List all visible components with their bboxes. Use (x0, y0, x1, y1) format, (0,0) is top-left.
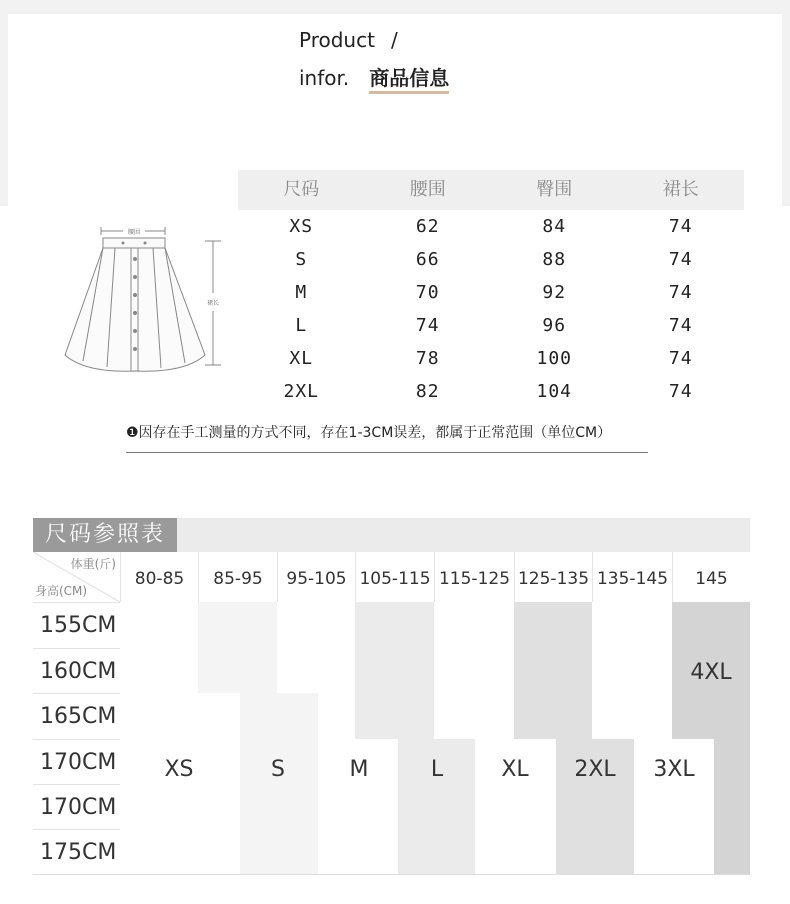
cell: 74 (668, 216, 693, 237)
size-reference-grid (33, 552, 750, 875)
cell: L (295, 315, 308, 336)
cell: M (295, 282, 308, 303)
waist-label: 腰围 (127, 229, 141, 236)
height-axis-label: 身高(CM) (35, 584, 88, 598)
table-row (238, 309, 744, 342)
heading-product: Product (299, 28, 375, 52)
table-row (238, 243, 744, 276)
col-hip: 臀围 (536, 179, 573, 200)
cell: 92 (542, 282, 567, 303)
region-s-lower (240, 693, 318, 874)
heading-zh: 商品信息 (369, 66, 450, 90)
weight-col: 95-105 (277, 552, 355, 602)
weight-col: 125-135 (514, 552, 592, 602)
weight-col: 135-145 (592, 552, 672, 602)
cell: 74 (668, 381, 693, 402)
divider (126, 452, 648, 453)
height-row: 175CM (33, 829, 120, 874)
measurement-header (238, 170, 744, 210)
heading-slash: / (390, 28, 398, 52)
weight-col: 85-95 (198, 552, 277, 602)
height-row: 170CM (33, 739, 120, 784)
reference-title: 尺码参照表 (33, 518, 177, 552)
cell: 88 (542, 249, 567, 270)
cell: 70 (415, 282, 440, 303)
weight-col: 80-85 (120, 552, 198, 602)
cell: 96 (542, 315, 567, 336)
weight-col: 115-125 (434, 552, 514, 602)
cell: 104 (536, 381, 572, 402)
size-xl: XL (501, 757, 529, 782)
height-row: 170CM (33, 784, 120, 829)
region-l-upper (355, 602, 434, 739)
table-row (238, 375, 744, 408)
height-row: 155CM (33, 602, 120, 647)
cell: 74 (668, 348, 693, 369)
table-row (238, 210, 744, 243)
table-row (238, 276, 744, 309)
height-row: 165CM (33, 693, 120, 738)
weight-col: 105-115 (355, 552, 434, 602)
length-label: 裙长 (206, 300, 220, 307)
region-4xl-lower (714, 739, 750, 874)
cell: 84 (542, 216, 567, 237)
cell: 66 (415, 249, 440, 270)
weight-axis-label: 体重(斤) (70, 557, 116, 571)
size-2xl: 2XL (574, 757, 616, 782)
cell: XS (289, 216, 314, 237)
cell: 100 (536, 348, 572, 369)
cell: 74 (668, 315, 693, 336)
height-row: 160CM (33, 648, 120, 693)
cell: S (295, 249, 308, 270)
cell: 62 (415, 216, 440, 237)
col-length: 裙长 (662, 179, 699, 200)
size-xs: XS (164, 757, 194, 782)
cell: 74 (668, 282, 693, 303)
heading-line-2 (299, 68, 449, 88)
measurement-note: ❶因存在手工测量的方式不同，存在1-3CM误差，都属于正常范围（单位CM） (126, 425, 612, 441)
measurement-table (238, 170, 744, 408)
size-3xl: 3XL (653, 757, 695, 782)
grid-corner (33, 552, 120, 602)
col-waist: 腰围 (409, 179, 446, 200)
col-size: 尺码 (283, 179, 320, 200)
table-row (238, 342, 744, 375)
size-s: S (271, 757, 285, 782)
size-m: M (349, 757, 369, 782)
cell: 74 (415, 315, 440, 336)
region-s-upper (198, 602, 277, 693)
region-2xl-upper (514, 602, 592, 739)
cell: 2XL (283, 381, 319, 402)
size-4xl: 4XL (690, 660, 732, 685)
skirt-diagram (55, 215, 235, 380)
heading-line-1 (299, 30, 398, 50)
cell: 78 (415, 348, 440, 369)
cell: 74 (668, 249, 693, 270)
cell: 82 (415, 381, 440, 402)
heading-infor: infor. (299, 66, 350, 90)
cell: XL (289, 348, 314, 369)
weight-col: 145 (672, 552, 750, 602)
size-l: L (430, 757, 444, 782)
